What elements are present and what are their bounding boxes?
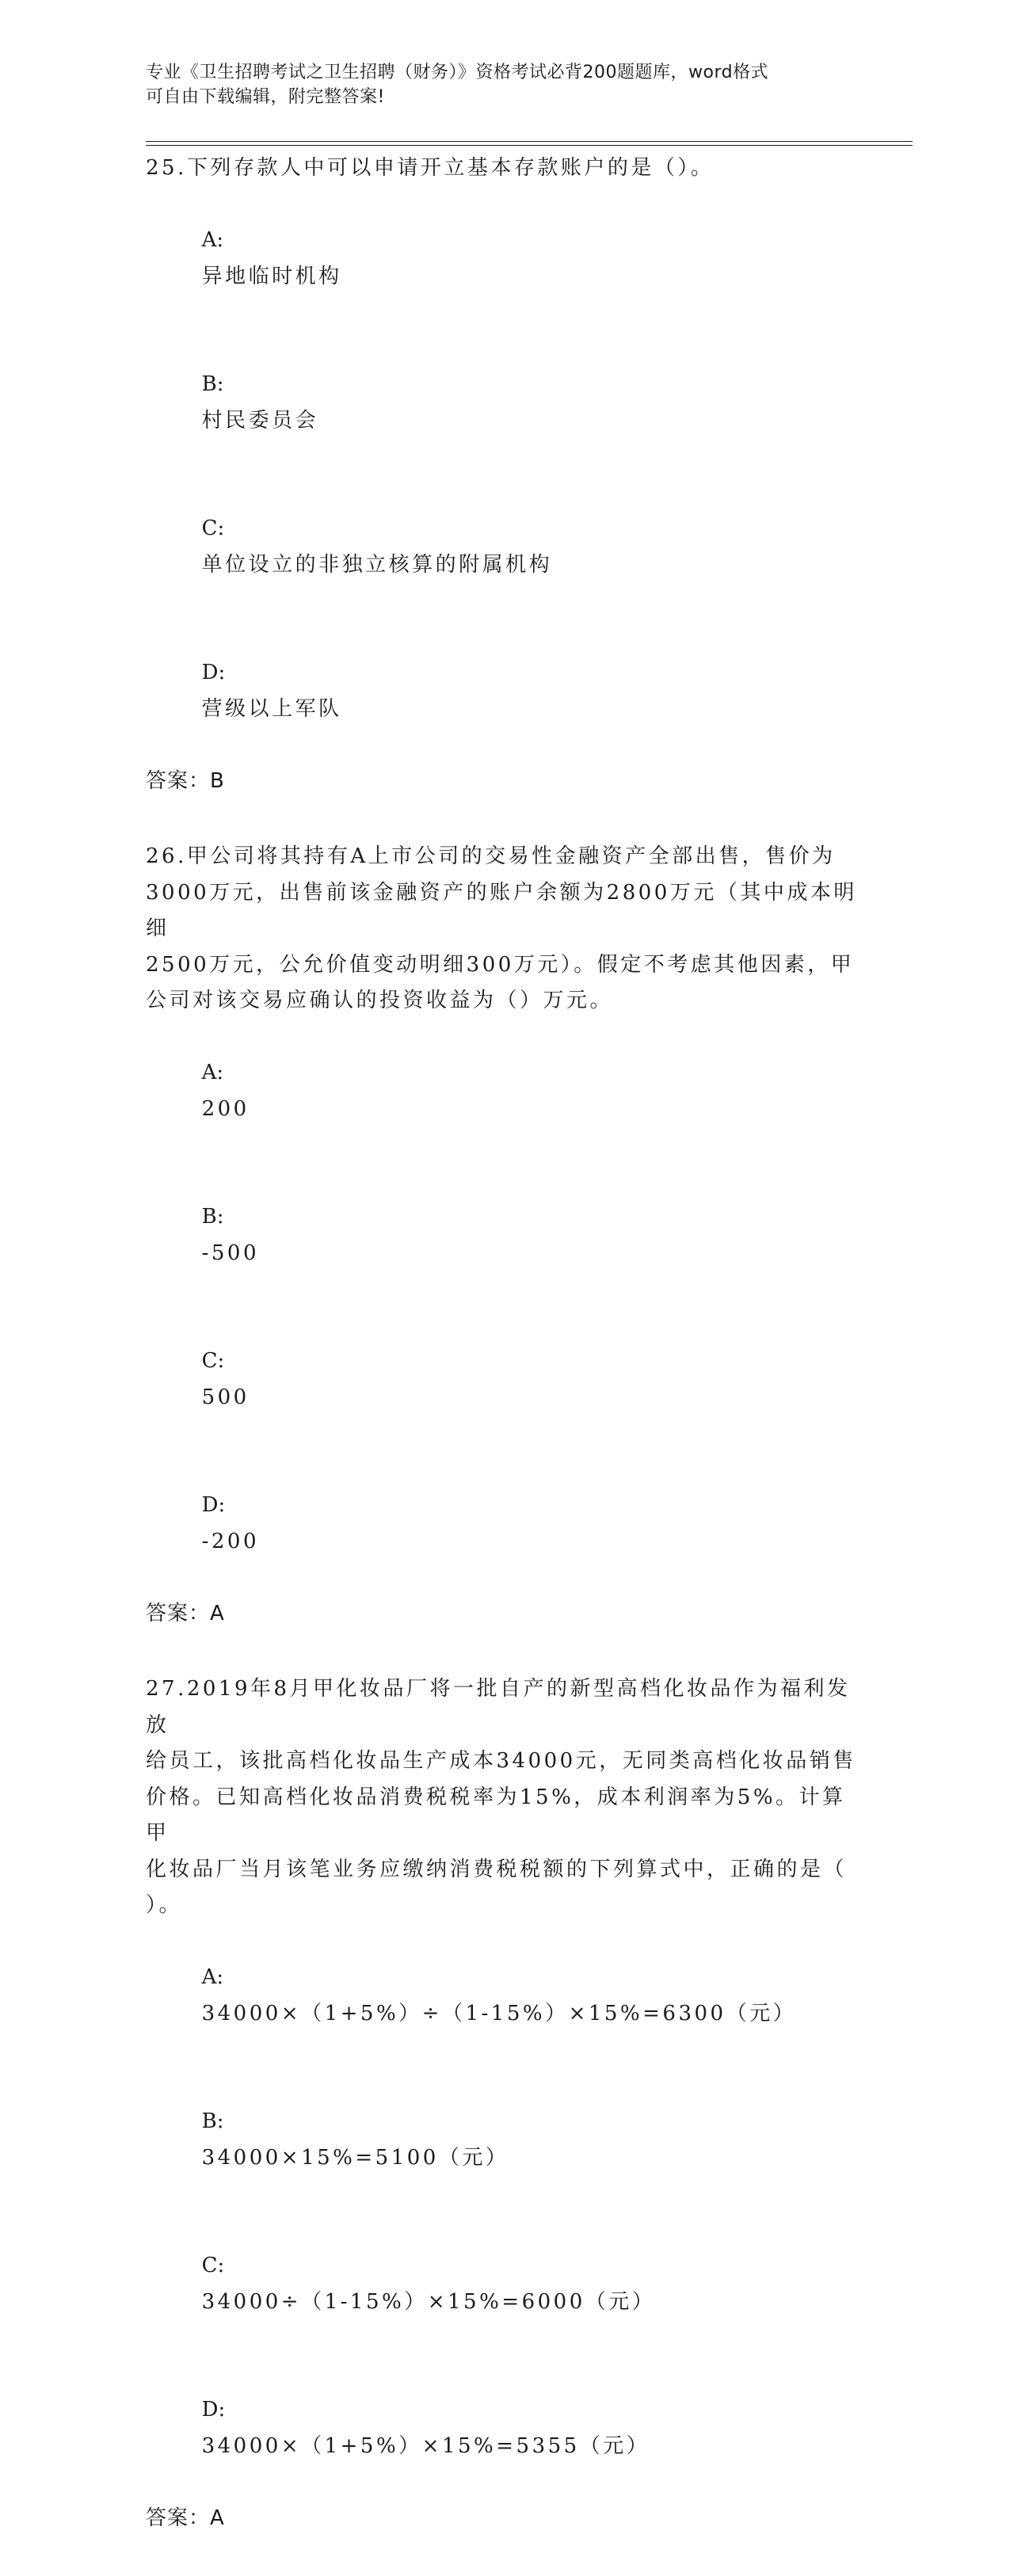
option-text: 村民委员会 (201, 408, 319, 433)
option-text: 500 (201, 1385, 250, 1409)
option-d (146, 2357, 859, 2501)
question-stem-line: 2500万元，公允价值变动明细300万元）。假定不考虑其他因素，甲 (146, 952, 855, 977)
question-27 (146, 1671, 859, 2536)
question-stem-line: ）。 (146, 1893, 183, 1917)
option-a (146, 1019, 859, 1164)
question-stem-line: 给员工，该批高档化妆品生产成本34000元，无同类高档化妆品销售 (146, 1749, 856, 1773)
option-letter: C: (201, 2254, 225, 2277)
option-letter: B: (201, 1205, 224, 1229)
question-stem-line: 25.下列存款人中可以申请开立基本存款账户的是（）。 (146, 156, 715, 180)
option-letter: D: (201, 661, 226, 684)
document-header (146, 60, 843, 109)
option-letter: B: (201, 2109, 224, 2133)
question-stem-line: 27.2019年8月甲化妆品厂将一批自产的新型高档化妆品作为福利发放 (146, 1677, 851, 1737)
option-b (146, 2068, 859, 2212)
option-c (146, 475, 859, 619)
option-text: 单位设立的非独立核算的附属机构 (201, 552, 553, 577)
question-stem-line: 公司对该交易应确认的投资收益为（）万元。 (146, 989, 614, 1012)
question-stem-line: 3000万元，出售前该金融资产的账户余额为2800万元（其中成本明细 (146, 880, 857, 940)
option-text: -200 (201, 1529, 260, 1553)
question-list (146, 151, 859, 2576)
option-a (146, 1924, 859, 2068)
option-letter: A: (201, 228, 224, 252)
option-b (146, 331, 859, 475)
header-line-1: 专业《卫生招聘考试之卫生招聘（财务）》资格考试必背200题题库，word格式 (146, 63, 769, 82)
option-letter: A: (201, 1061, 224, 1084)
option-letter: C: (201, 516, 225, 540)
option-text: 34000×（1+5%）÷（1-15%）×15%=6300（元） (201, 2001, 797, 2025)
option-letter: A: (201, 1965, 224, 1989)
option-d (146, 619, 859, 764)
option-text: -500 (201, 1240, 260, 1265)
answer-label: 答案：A (146, 2506, 225, 2530)
header-line-2: 可自由下载编辑，附完整答案! (146, 87, 385, 107)
option-b (146, 1164, 859, 1308)
option-text: 34000×15%=5100（元） (201, 2145, 509, 2170)
question-stem-line: 化妆品厂当月该笔业务应缴纳消费税税额的下列算式中，正确的是（ (146, 1857, 848, 1881)
question-26 (146, 839, 859, 1632)
option-letter: C: (201, 1349, 225, 1373)
option-text: 异地临时机构 (201, 264, 342, 288)
option-c (146, 1308, 859, 1452)
question-25 (146, 151, 859, 799)
question-stem-line: 26.甲公司将其持有A上市公司的交易性金融资产全部出售，售价为 (146, 844, 836, 868)
option-d (146, 1452, 859, 1596)
option-text: 200 (201, 1096, 250, 1121)
header-divider-bottom (146, 145, 913, 146)
option-letter: B: (201, 372, 224, 396)
option-letter: D: (201, 2398, 226, 2422)
option-letter: D: (201, 1493, 226, 1517)
option-text: 34000×（1+5%）×15%=5355（元） (201, 2433, 650, 2458)
option-a (146, 187, 859, 331)
option-text: 34000÷（1-15%）×15%=6000（元） (201, 2289, 656, 2314)
question-stem-line: 价格。已知高档化妆品消费税税率为15%，成本利润率为5%。计算甲 (146, 1785, 846, 1845)
option-text: 营级以上军队 (201, 696, 342, 721)
answer-label: 答案：A (146, 1601, 225, 1625)
answer-label: 答案：B (146, 768, 225, 793)
header-divider-top (146, 141, 913, 142)
option-c (146, 2212, 859, 2357)
